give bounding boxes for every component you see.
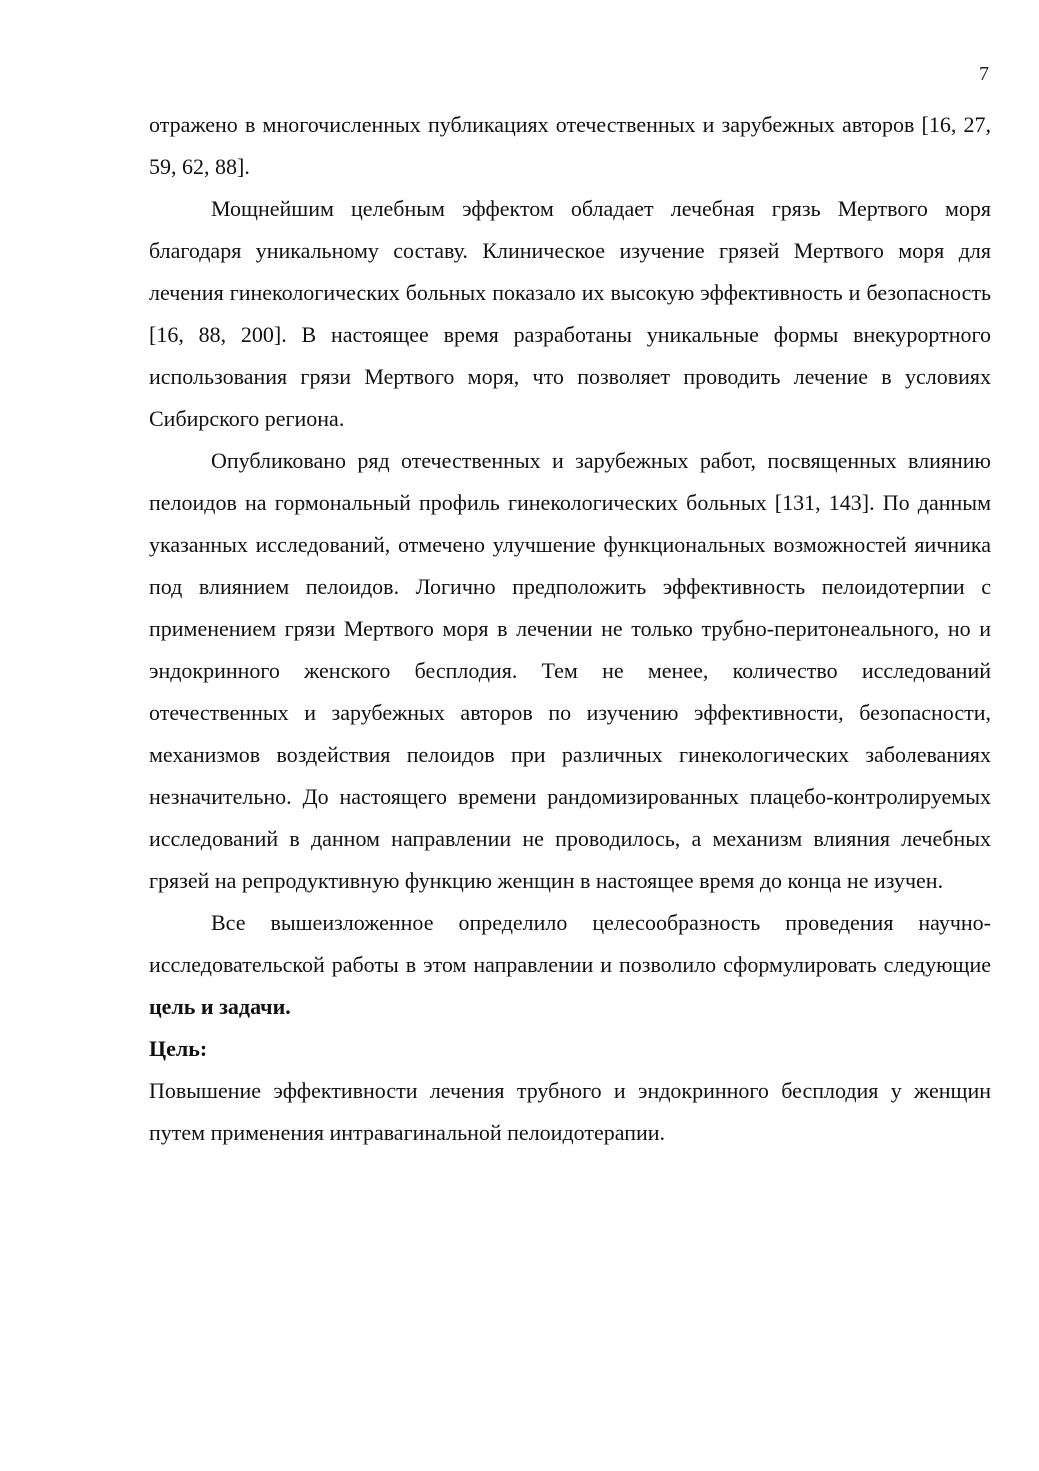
- paragraph-dead-sea-mud: Мощнейшим целебным эффектом обладает лечебная грязь Мертвого моря благодаря уникальному составу. Клиническое изучение грязей Мертвого моря для лечения гинекологических больных показало их высокую эффективность и безопасность [16, 88, 200]. В настоящее время разработаны уникальные формы внекурортного использования грязи Мертвого моря, что позволяет проводить лечение в условиях Сибирского региона.: [149, 196, 991, 431]
- body-text: [149, 104, 991, 1154]
- goal-heading: Цель:: [149, 1036, 208, 1061]
- goal-statement: Повышение эффективности лечения трубного и эндокринного бесплодия у женщин путем применения интравагинальной пелоидотерапии.: [149, 1078, 991, 1145]
- goal-tasks-emphasis: цель и задачи.: [149, 994, 291, 1019]
- rationale-text: Все вышеизложенное определило целесообразность проведения научно-исследовательской работы в этом направлении и позволило сформулировать следующие: [149, 910, 991, 977]
- paragraph-continuation: отражено в многочисленных публикациях отечественных и зарубежных авторов [16, 27, 59, 62, 88].: [149, 112, 991, 179]
- paragraph-research-rationale: [149, 902, 991, 1028]
- paragraph-peloid-studies: Опубликовано ряд отечественных и зарубежных работ, посвященных влиянию пелоидов на гормональный профиль гинекологических больных [131, 143]. По данным указанных исследований, отмечено улучшение функциональных возможностей яичника под влиянием пелоидов. Логично предположить эффективность пелоидотерпии с применением грязи Мертвого моря в лечении не только трубно-перитонеального, но и эндокринного женского бесплодия. Тем не менее, количество исследований отечественных и зарубежных авторов по изучению эффективности, безопасности, механизмов воздействия пелоидов при различных гинекологических заболеваниях незначительно. До настоящего времени рандомизированных плацебо-контролируемых исследований в данном направлении не проводилось, а механизм влияния лечебных грязей на репродуктивную функцию женщин в настоящее время до конца не изучен.: [149, 448, 991, 893]
- page-number: 7: [979, 63, 989, 85]
